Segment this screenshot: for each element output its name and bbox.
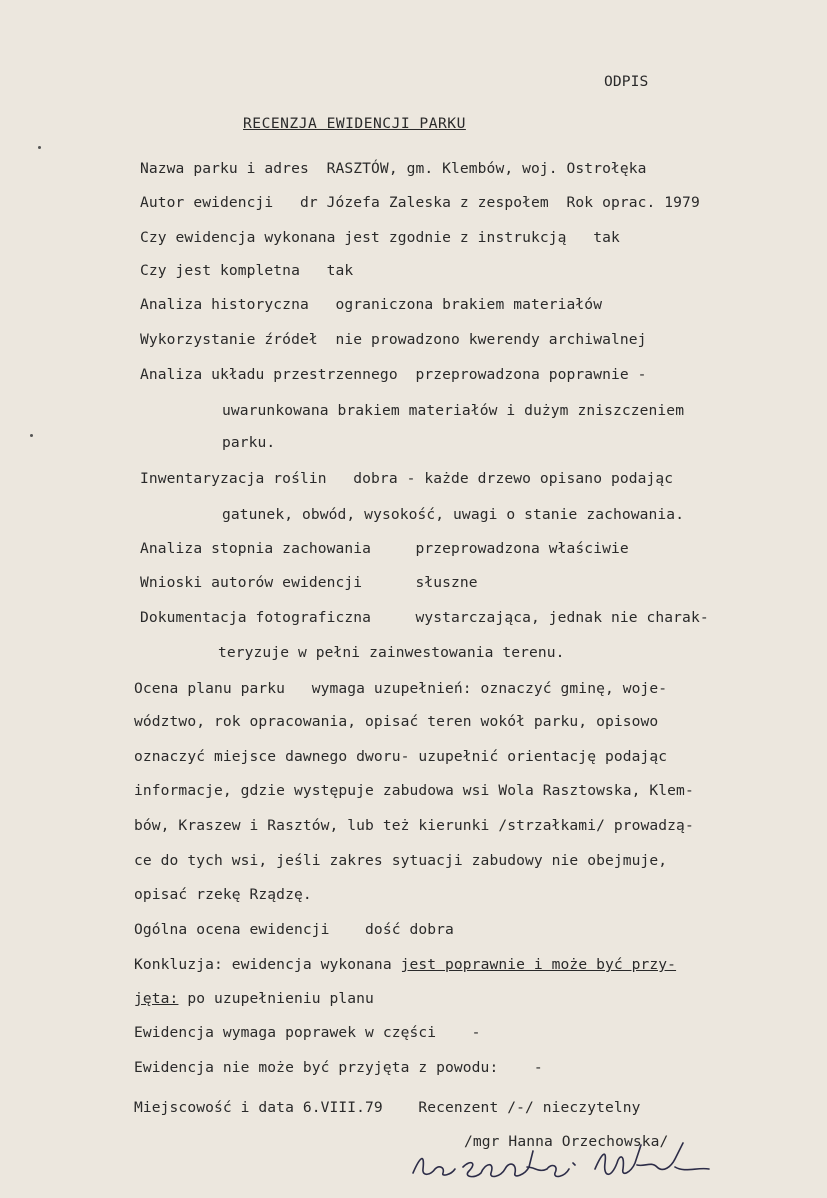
text-line: uwarunkowana brakiem materiałów i dużym zniszczeniem (222, 402, 685, 419)
text-line: Dokumentacja fotograficzna wystarczająca, jednak nie charak- (140, 609, 709, 626)
text-line: Czy jest kompletna tak (140, 262, 354, 279)
handwritten-signature (405, 1133, 725, 1185)
conclusion-line (134, 956, 676, 974)
reviewer-name: /mgr Hanna Orzechowska/ (464, 1133, 669, 1150)
text-line: Czy ewidencja wykonana jest zgodnie z instrukcją tak (140, 229, 620, 246)
text-line: Analiza układu przestrzennego przeprowadzona poprawnie - (140, 366, 647, 383)
text-line: informacje, gdzie występuje zabudowa wsi Wola Rasztowska, Klem- (134, 782, 694, 799)
place-date-line: Miejscowość i data 6.VIII.79 Recenzent /-/ nieczytelny (134, 1099, 641, 1116)
text-line: teryzuje w pełni zainwestowania terenu. (218, 644, 565, 661)
text-line: Ewidencja wymaga poprawek w części - (134, 1024, 481, 1041)
text-line: Nazwa parku i adres RASZTÓW, gm. Klembów, woj. Ostrołęka (140, 160, 647, 177)
conclusion-underlined: jęta: (134, 990, 179, 1007)
text-line: ce do tych wsi, jeśli zakres sytuacji zabudowy nie obejmuje, (134, 852, 668, 869)
copy-mark: ODPIS (604, 73, 649, 90)
text-line: Ocena planu parku wymaga uzupełnień: oznaczyć gminę, woje- (134, 680, 668, 697)
text-line: oznaczyć miejsce dawnego dworu- uzupełnić orientację podając (134, 748, 668, 765)
text-line: Analiza historyczna ograniczona brakiem materiałów (140, 296, 603, 313)
text-line: Ogólna ocena ewidencji dość dobra (134, 921, 454, 938)
text-line: Wnioski autorów ewidencji słuszne (140, 574, 478, 591)
text-line: gatunek, obwód, wysokość, uwagi o stanie zachowania. (222, 506, 685, 523)
paper-speck (30, 434, 33, 437)
text-line: parku. (222, 434, 276, 451)
text-line: wództwo, rok opracowania, opisać teren wokół parku, opisowo (134, 713, 659, 730)
text-line: Inwentaryzacja roślin dobra - każde drzewo opisano podając (140, 470, 674, 487)
text-line: Autor ewidencji dr Józefa Zaleska z zespołem Rok oprac. 1979 (140, 194, 700, 211)
text-line: opisać rzekę Rządzę. (134, 886, 312, 903)
conclusion-underlined: jest poprawnie i może być przy- (400, 956, 677, 973)
text-line: Ewidencja nie może być przyjęta z powodu: - (134, 1059, 543, 1076)
conclusion-line (134, 990, 374, 1008)
text-line: Analiza stopnia zachowania przeprowadzona właściwie (140, 540, 629, 557)
text-line: Wykorzystanie źródeł nie prowadzono kwerendy archiwalnej (140, 331, 647, 348)
document-title: RECENZJA EWIDENCJI PARKU (243, 115, 466, 132)
conclusion-label: Konkluzja: ewidencja wykonana (134, 956, 401, 973)
conclusion-rest: po uzupełnieniu planu (178, 990, 374, 1007)
paper-speck (38, 146, 41, 149)
text-line: bów, Kraszew i Rasztów, lub też kierunki /strzałkami/ prowadzą- (134, 817, 694, 834)
